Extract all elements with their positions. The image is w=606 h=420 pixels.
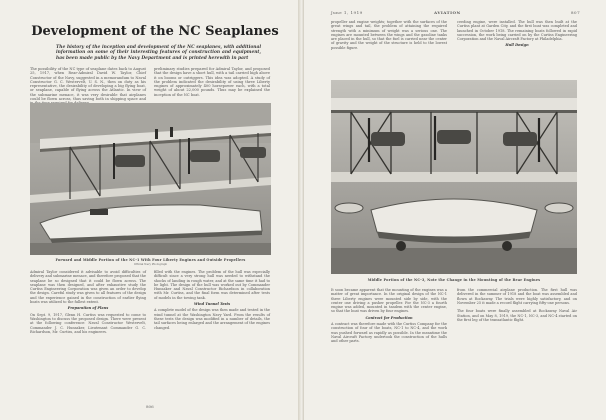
body-column-1-text: Admiral Taylor considered it advisable to avoid difficulties of delivery and submarine menace, and therefore proposed that the seaplane be so designed that it could be flown across. The seaplane was then designed, and after exhaustive study the Curtiss Engineering Corporation was given an order to develop the design. Careful study was given to all features of the design and the experience gained in the construction of earlier flying boats was utilized to the fullest extent.: [30, 270, 146, 305]
photo-caption-right: Middle Portion of the NC-3, Note the Change in the Mounting of the Rear Engines: [367, 278, 541, 282]
book-gutter: [298, 0, 304, 420]
body-column-2-text-b: A complete model of the design was then made and tested in the wind tunnel at the Washington Navy Yard. From the results of these tests the design was modified in a number of details, the tail surfaces being enlarged and the arrangement of the engines changed.: [154, 308, 270, 330]
seaplane-photo-drawing: [30, 103, 271, 255]
running-date: June 1, 1919: [331, 10, 363, 15]
right-page: [300, 0, 606, 420]
right-body-column-1-text-b: A contract was therefore made with the Curtiss Company for the construction of four of the boats, NC-1 to NC-4, and the work was pushed forward as rapidly as possible. In the meantime the Naval Aircraft Factory undertook the construction of the hulls and other parts.: [331, 322, 447, 344]
right-body-column-2: [457, 288, 577, 322]
running-head: AVIATION: [434, 10, 461, 15]
body-column-2: [154, 270, 270, 330]
subhead-hull-design: Hull Design: [505, 43, 529, 48]
right-body-column-2-text: from the commercial airplane production. The first hull was delivered in the summer of 1918 and the boat was assembled and flown at Rockaway. The trials were highly satisfactory, and on November 25 it made a record flight carrying fifty-one persons.: [457, 288, 577, 305]
right-intro-column-2-text: ceeding engine, were installed. The hull was then built at the Curtiss plant at Garden City, and the first boat was completed and launched in October 1918. The remaining boats followed in rapid succession, the work being carried on by the Curtiss Engineering Corporation and the Naval Aircraft Factory at Philadelphia.: [457, 20, 577, 42]
body-column-1: [30, 270, 146, 334]
body-column-2-text: filled with the engines. The problem of the hull was especially difficult since a very strong hull was needed to withstand the shocks of landing in rough water, and at the same time it had to be light. The design of the hull was worked out by Commander Hunsaker and Naval Constructor Richardson in collaboration with Mr. Curtiss, and the final form was determined after tests of models in the towing tank.: [154, 270, 270, 300]
article-deck: The history of the inception and development of the NC seaplanes, with additional information on some of their interesting features of construction and equipment, has been made public by the Navy Department and is printed herewith in part: [56, 45, 261, 61]
right-page-number: 807: [571, 10, 581, 15]
nc1-photograph: [30, 103, 271, 255]
left-page-number: 806: [146, 404, 154, 409]
left-page: [0, 0, 300, 420]
photo-caption: Forward and Middle Portion of the NC-1 With Four Liberty Engines and Outside Propellers: [55, 258, 246, 262]
nc3-photograph: [331, 80, 577, 274]
subhead-preparation-of-plans: Preparation of Plans: [67, 306, 109, 311]
right-body-column-2-text-b: The four boats were finally assembled at Rockaway Naval Air Station, and on May 8, 1919, the NC-1, NC-3, and NC-4 started on the first leg of the transatlantic flight.: [457, 309, 577, 323]
right-intro-column-2: [457, 20, 577, 50]
right-intro-column-1: propeller and engine weights; together with the surfaces of the great wings and tail, the problem of attaining the required strength with a minimum of weight was a serious one. The engines are mounted between the wings and the gasoline tanks are placed in the hull, so that the fuel is carried near the center of gravity and the weight of the structure is held to the lowest possible figure.: [331, 20, 447, 50]
photo-credit: Official Navy Photograph: [133, 263, 168, 266]
article-title: Development of the NC Seaplanes: [31, 24, 279, 39]
subhead-contract-for-production: Contract for Production: [365, 315, 413, 320]
body-column-1-text-b: On Sept. 9, 1917, Glenn H. Curtiss was requested to come to Washington to discuss the proposed design. There were present at the following conference: Naval Constructor Westervelt, Commander J. C. Hunsaker, Lieutenant Commander G. C. Richardson, Mr. Curtiss, and his engineers.: [30, 312, 146, 334]
intro-column-1: The possibility of the NC type of seaplane dates back to August 25, 1917, when Rear-Admiral David W. Taylor, Chief Constructor of the Navy, suggested in a memorandum to Naval Constructor G. C. Westervelt, U. S. N., then on duty as his representative, the desirability of developing a big flying boat, or seaplane, capable of flying across the Atlantic. In view of the submarine menace, it was very desirable that airplanes could be flown across, thus saving both in shipping space and: [30, 67, 146, 102]
right-body-column-1-text: It soon became apparent that the mounting of the engines was a matter of great importance. In the original design of the NC-1 three Liberty engines were mounted side by side, with the center one driving a pusher propeller. For the NC-3 a fourth engine was added, mounted in tandem with the center engine, so that the boat was driven by four engines.: [331, 288, 447, 314]
subhead-wind-tunnel-tests: Wind Tunnel Tests: [193, 302, 231, 307]
intro-column-2: preliminary studies prepared for Admiral Taylor, and proposed that the design have a short hull, with a tail carried high above it on booms or outriggers. This idea was adopted. A study of the problem indicated the desirability of using three Liberty engines of approximately 400 horsepower each, with a total weight of about 22,000 pounds. Thus may be explained the inception of the NC boat.: [154, 67, 270, 97]
seaplane-photo-drawing-2: [331, 80, 577, 274]
right-body-column-1: [331, 288, 447, 344]
